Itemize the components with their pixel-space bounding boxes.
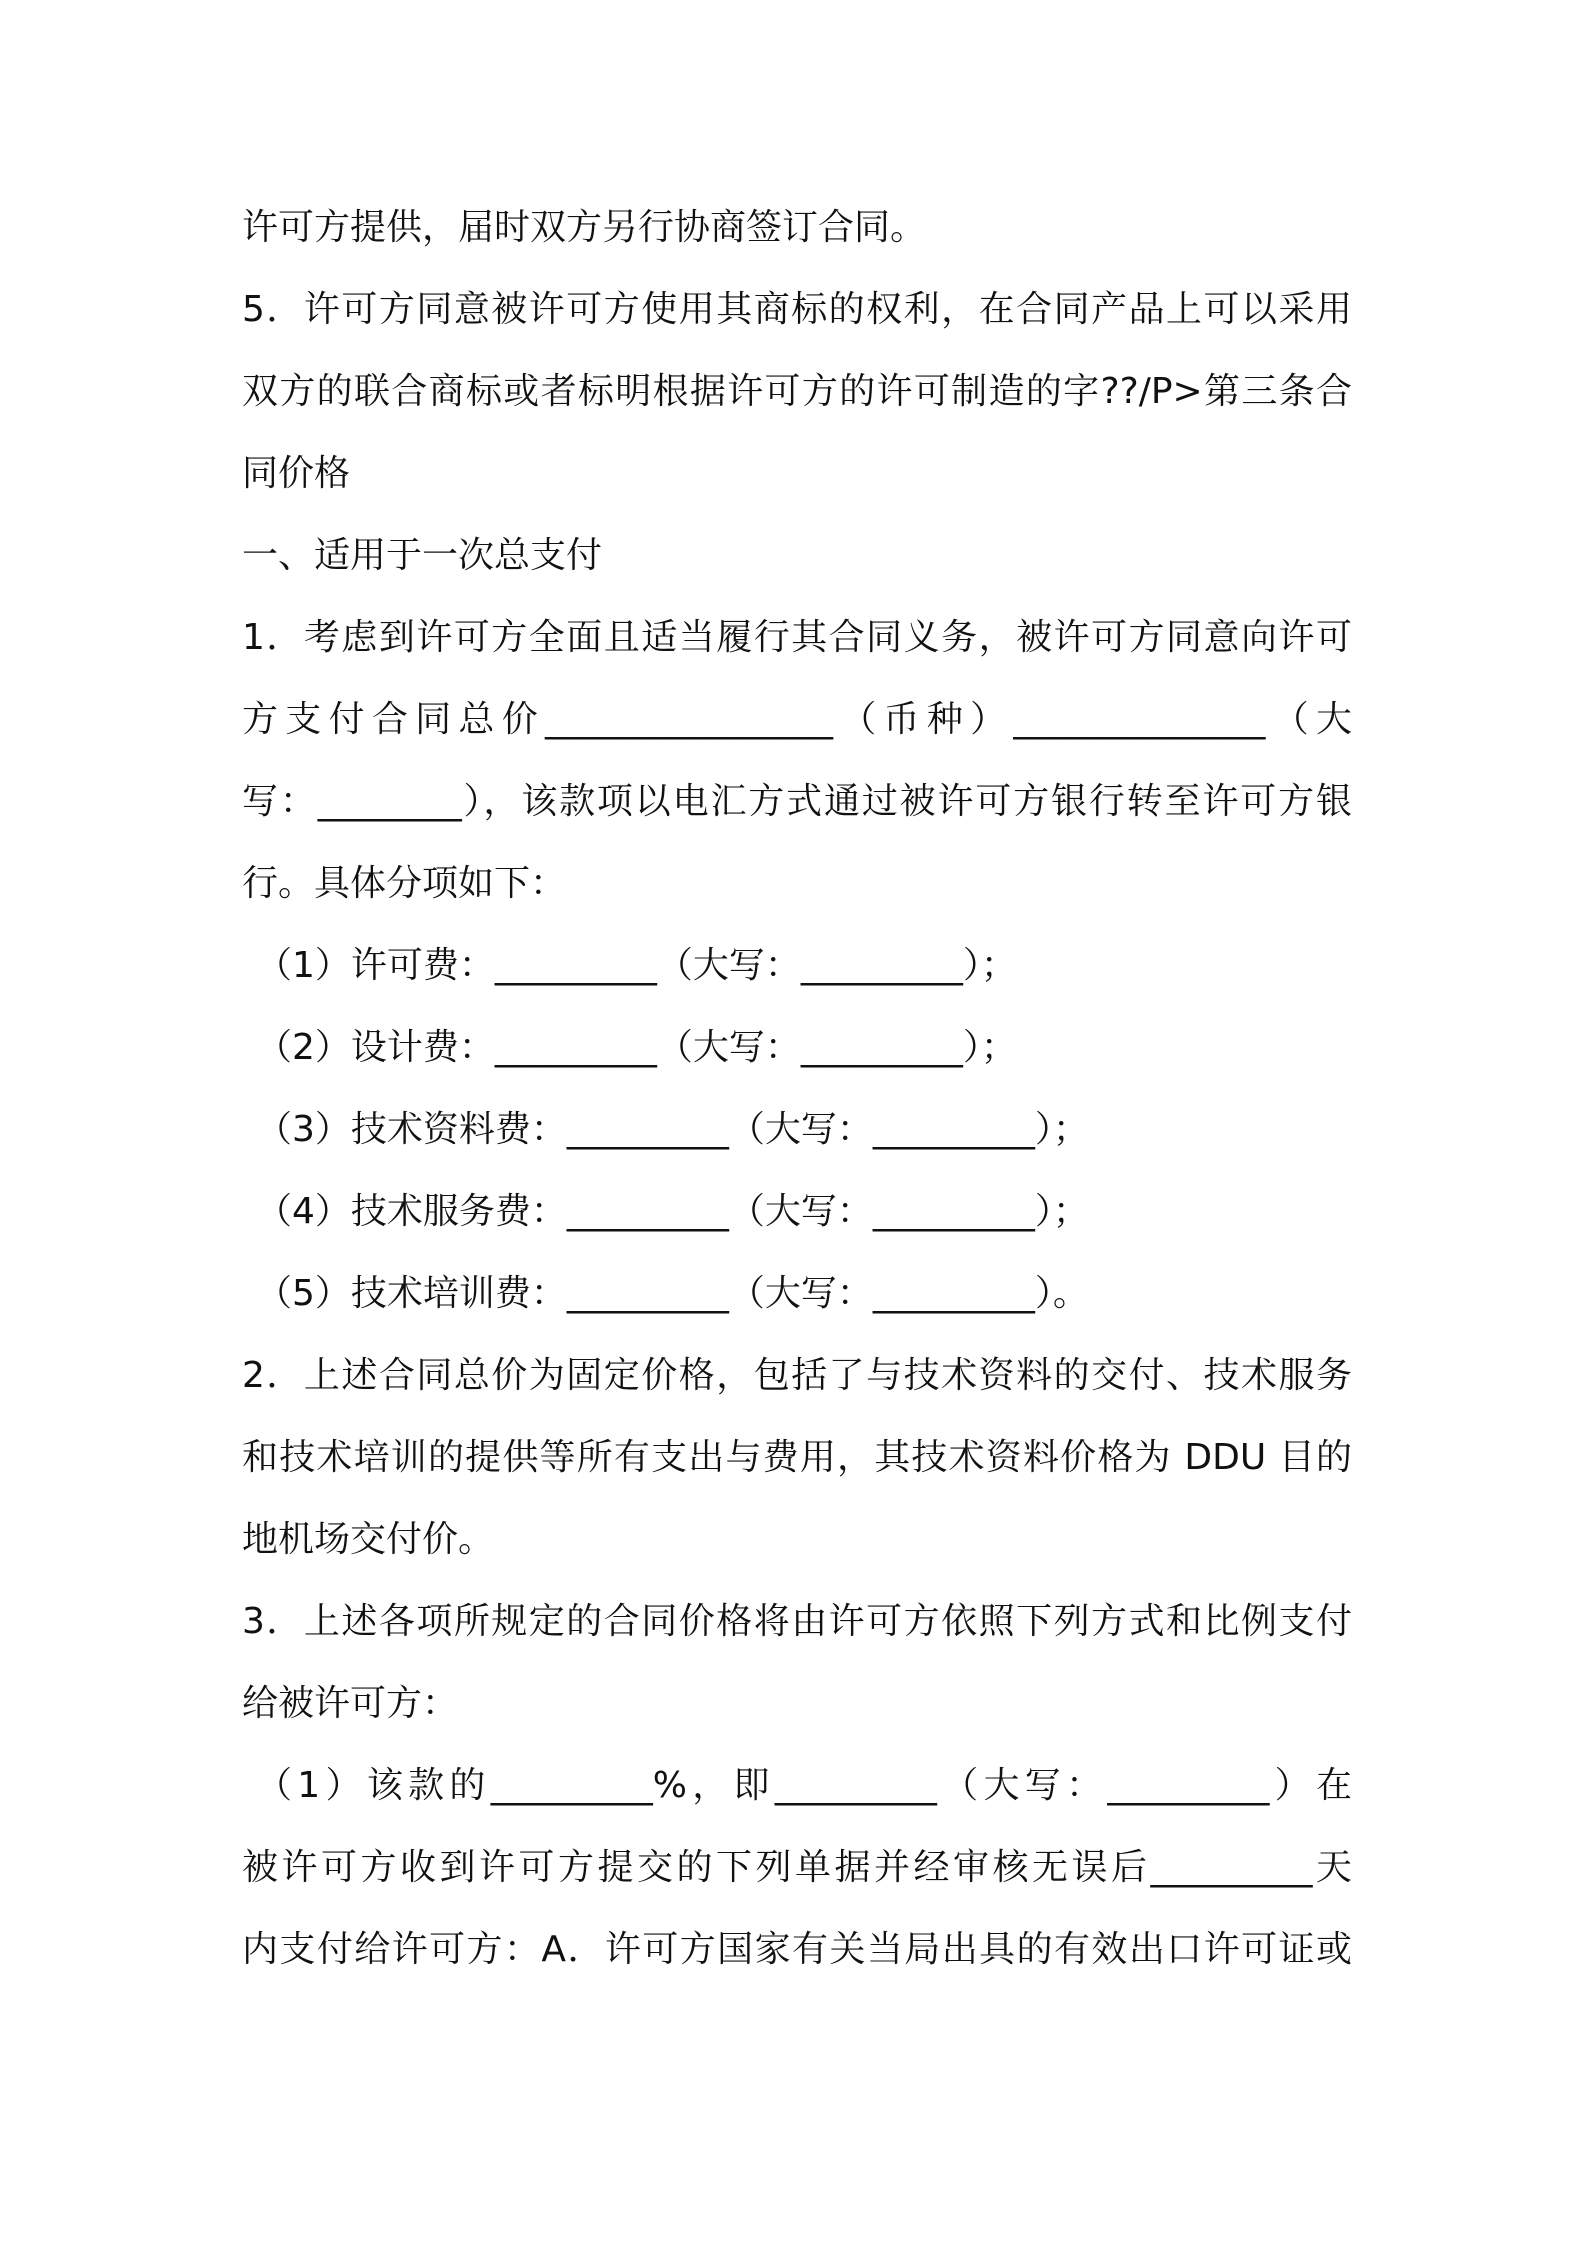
paragraph-line: 被许可方收到许可方提交的下列单据并经审核无误后_________天 (242, 1847, 1352, 1888)
paragraph-line: 1．考虑到许可方全面且适当履行其合同义务，被许可方同意向许可 (242, 617, 1352, 658)
paragraph-line: 同价格 (242, 453, 351, 494)
paragraph-line: 5．许可方同意被许可方使用其商标的权利，在合同产品上可以采用 (242, 289, 1352, 330)
fee-item: （3）技术资料费：_________（大写：_________）； (256, 1109, 1089, 1150)
paragraph-line: 2．上述合同总价为固定价格，包括了与技术资料的交付、技术服务 (242, 1355, 1352, 1396)
paragraph-line: 和技术培训的提供等所有支出与费用，其技术资料价格为 DDU 目的 (242, 1437, 1352, 1478)
paragraph-line: 双方的联合商标或者标明根据许可方的许可制造的字??/P>第三条合 (242, 371, 1352, 412)
paragraph-line: 方支付合同总价________________（币种）______________（大 (242, 699, 1352, 740)
paragraph-line: 地机场交付价。 (242, 1519, 495, 1560)
fee-item: （1）许可费：_________（大写：_________）； (256, 945, 1017, 986)
fee-item: （4）技术服务费：_________（大写：_________）； (256, 1191, 1089, 1232)
document-page (242, 0, 1352, 2244)
fee-item: （5）技术培训费：_________（大写：_________）。 (256, 1273, 1089, 1314)
paragraph-line: 许可方提供，届时双方另行协商签订合同。 (242, 207, 927, 248)
payment-item: （1）该款的_________%，即_________（大写：_________）在 (256, 1765, 1352, 1806)
paragraph-line: 写：________），该款项以电汇方式通过被许可方银行转至许可方银 (242, 781, 1352, 822)
section-heading: 一、适用于一次总支付 (242, 535, 603, 576)
paragraph-line: 3．上述各项所规定的合同价格将由许可方依照下列方式和比例支付 (242, 1601, 1352, 1642)
paragraph-line: 行。具体分项如下： (242, 863, 567, 904)
paragraph-line: 内支付给许可方：A．许可方国家有关当局出具的有效出口许可证或 (242, 1929, 1352, 1970)
paragraph-line: 给被许可方： (242, 1683, 459, 1724)
fee-item: （2）设计费：_________（大写：_________）； (256, 1027, 1017, 1068)
